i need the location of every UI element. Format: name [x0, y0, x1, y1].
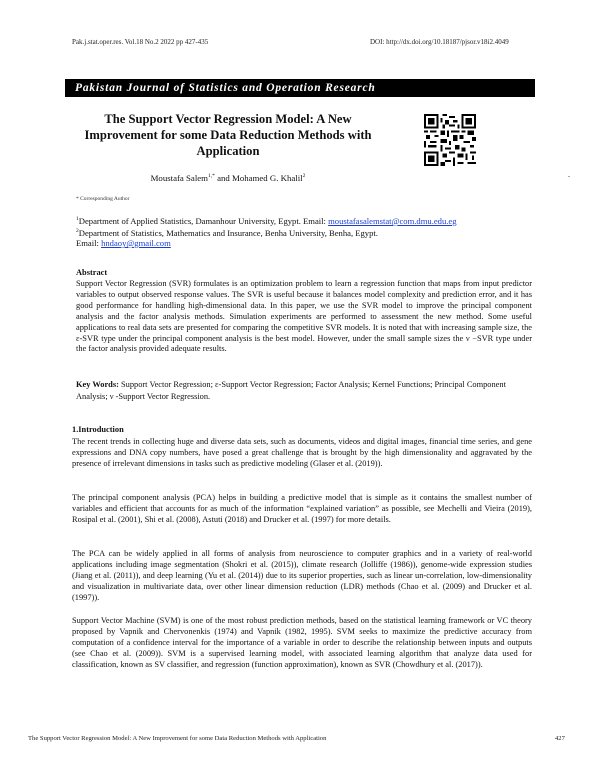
- abstract-text: Support Vector Regression (SVR) formulates is an optimization problem to learn a regression function that maps from input predictor variables to output observed response values. The SVR is useful because it balances model complexity and prediction error, and it has good performance for handling high-dimensional data. In this paper, we use the SVR model to improve the principal component analysis and the factor analysis methods. Simulation experiments are performed to assessment the new method. Some useful applications to real data sets are presented for comparing the competitive SVR models. It is noted that with increasing sample size, the ε-SVR type under the principal component analysis is the best model. However, under the small sample sizes the ν −SVR type under the factor analysis provided adequate results.: [76, 279, 532, 354]
- email-link-1[interactable]: moustafasalemstat@com.dmu.edu.eg: [328, 215, 457, 226]
- abstract-heading: Abstract: [76, 268, 108, 277]
- paper-title: The Support Vector Regression Model: A New Improvement for some Data Reduction Methods with Application: [84, 112, 372, 158]
- affiliation-email-2: [76, 238, 556, 250]
- footer-running-title: The Support Vector Regression Model: A New Improvement for some Data Reduction Methods with Application: [28, 735, 327, 742]
- email-link-2[interactable]: hndaoy@gmail.com: [101, 238, 171, 248]
- margin-mark: .: [568, 170, 570, 179]
- keywords: [76, 379, 532, 402]
- intro-paragraph-1: The recent trends in collecting huge and diverse data sets, such as documents, videos and digital images, financial time series, and gene expressions and DNA copy numbers, have posed a great challenge that is brought by the high dimensionality and aggravated by the presence of irrelevant dimensions in tasks such as predictive modeling (Glaser et al. (2019)).: [72, 437, 532, 468]
- intro-paragraph-3: The PCA can be widely applied in all forms of analysis from neuroscience to computer graphics and in a variety of real-world applications including image segmentation (Shokri et al. (2015)), climate research (Jolliffe (1986)), genome-wide expression studies (Jiang et al. (2011)), and deep learning (Yu et al. (2014)) due to its superior properties, such as linear un-correlation, low-dimensionality and visualization in multivariate data, over other linear dimension reduction (LDR) methods (Chao et al. (2009) and Drucker et al. (1997)).: [72, 549, 532, 602]
- author-1: Moustafa Salem: [150, 173, 209, 183]
- affiliation-1-sup: 1: [76, 216, 79, 222]
- affiliation-2-sup: 2: [76, 228, 79, 234]
- intro-paragraph-2: The principal component analysis (PCA) helps in building a predictive model that is simple as it contains the smallest number of variables and efficient that accounts for as much of the information “explained variation” as possible, see Mechelli and Vieira (2019), Rosipal et al. (2001), Shi et al. (2008), Astuti (2018) and Drucker et al. (1997) for more details.: [72, 493, 532, 524]
- email-label: Email:: [76, 238, 102, 248]
- affiliation-1-text: Department of Applied Statistics, Damanhour University, Egypt. Email:: [78, 215, 329, 226]
- section-heading-introduction: 1.Introduction: [72, 425, 124, 434]
- author-conj: and: [214, 173, 233, 183]
- journal-banner: Pakistan Journal of Statistics and Operation Research: [65, 79, 535, 97]
- journal-citation: Pak.j.stat.oper.res. Vol.18 No.2 2022 pp 427-435: [72, 38, 209, 46]
- page-number: 427: [555, 735, 565, 742]
- affiliation-2-text: Department of Statistics, Mathematics and Insurance, Benha University, Benha, Egypt.: [78, 227, 378, 238]
- doi-text: DOI: http://dx.doi.org/10.18187/pjsor.v18i2.4049: [370, 38, 509, 46]
- intro-paragraph-4: Support Vector Machine (SVM) is one of the most robust prediction methods, based on the statistical learning framework or VC theory proposed by Vapnik and Chervonenkis (1974) and Vapnik (1982, 1995). SVM seeks to maximize the predictive accuracy from computation of a confidence interval for the importance of a variable in order to describe the relationship between inputs and outputs (see Chao et al. (2009)). SVM is a supervised learning model, with associated learning algorithm that analyze data used for classification, known as SV classifier, and regression (function approximation), known as SVR (Chowdhury et al. (2017)).: [72, 616, 532, 669]
- author-line: [68, 173, 388, 183]
- qr-code: [424, 114, 476, 166]
- author-2-sup: 2: [302, 173, 306, 180]
- corresponding-note: * Corresponding Author: [76, 196, 130, 202]
- author-1-sup: 1,*: [208, 173, 215, 180]
- keywords-text: Support Vector Regression; ε-Support Vector Regression; Factor Analysis; Kernel Functions; Principal Component Analysis; ν -Support Vector Regression.: [76, 380, 506, 401]
- keywords-label: Key Words:: [76, 380, 119, 389]
- author-2: Mohamed G. Khalil: [232, 173, 303, 183]
